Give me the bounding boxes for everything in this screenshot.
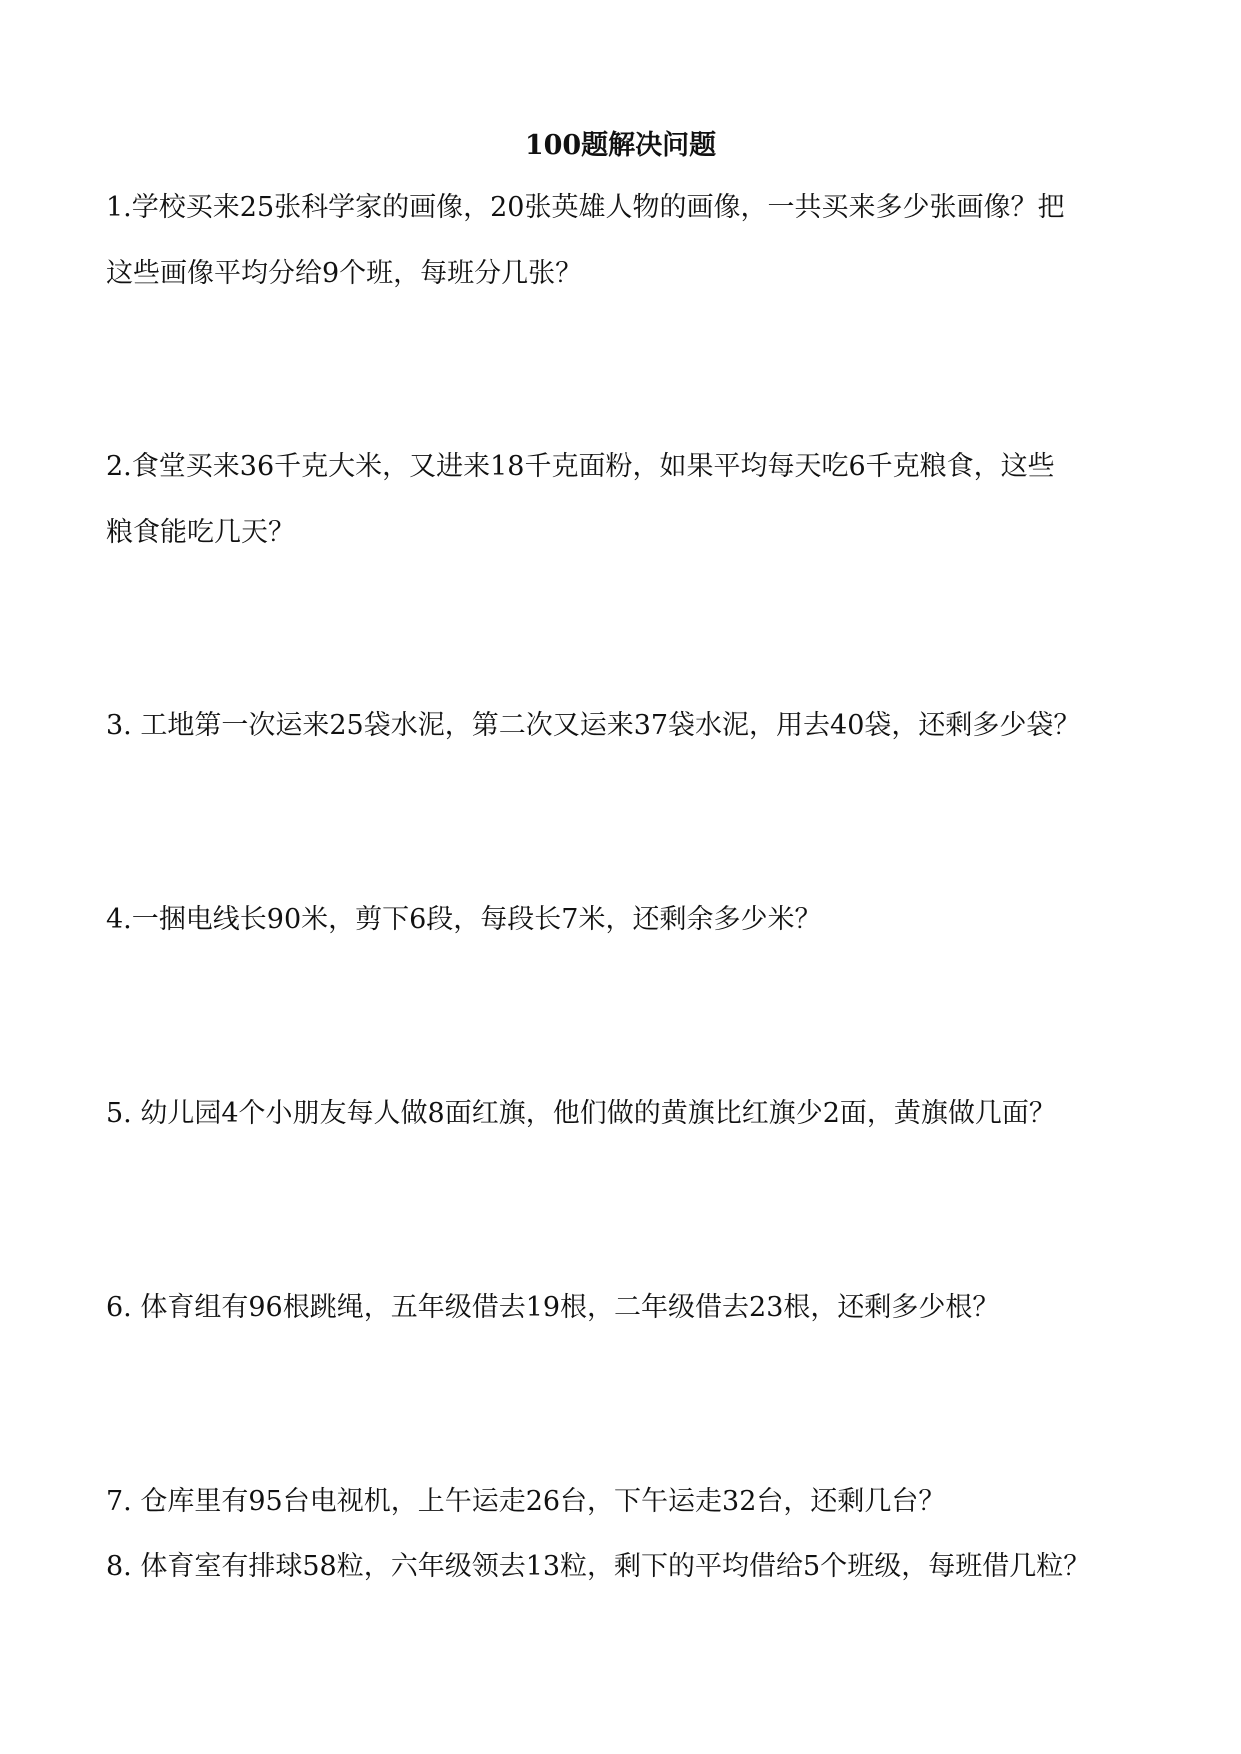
problem-1-line-1: 1.学校买来25张科学家的画像，20张英雄人物的画像，一共买来多少张画像？把 xyxy=(106,192,1065,223)
problem-3-line-1: 3. 工地第一次运来25袋水泥，第二次又运来37袋水泥，用去40袋，还剩多少袋？ xyxy=(106,710,1081,741)
problem-7-line-1: 7. 仓库里有95台电视机，上午运走26台，下午运走32台，还剩几台？ xyxy=(106,1486,946,1517)
problem-5-line-1: 5. 幼儿园4个小朋友每人做8面红旗，他们做的黄旗比红旗少2面，黄旗做几面？ xyxy=(106,1098,1056,1129)
problem-8-line-1: 8. 体育室有排球58粒，六年级领去13粒，剩下的平均借给5个班级，每班借几粒？ xyxy=(106,1551,1091,1582)
problem-2-line-2: 粮食能吃几天？ xyxy=(106,517,295,548)
problem-4-line-1: 4.一捆电线长90米，剪下6段，每段长7米，还剩余多少米？ xyxy=(106,904,822,935)
problem-2-line-1: 2.食堂买来36千克大米，又进来18千克面粉，如果平均每天吃6千克粮食，这些 xyxy=(106,451,1055,482)
problem-1-line-2: 这些画像平均分给9个班，每班分几张？ xyxy=(106,258,583,289)
page-title: 100题解决问题 xyxy=(524,130,717,161)
problem-6-line-1: 6. 体育组有96根跳绳，五年级借去19根，二年级借去23根，还剩多少根？ xyxy=(106,1292,1000,1323)
